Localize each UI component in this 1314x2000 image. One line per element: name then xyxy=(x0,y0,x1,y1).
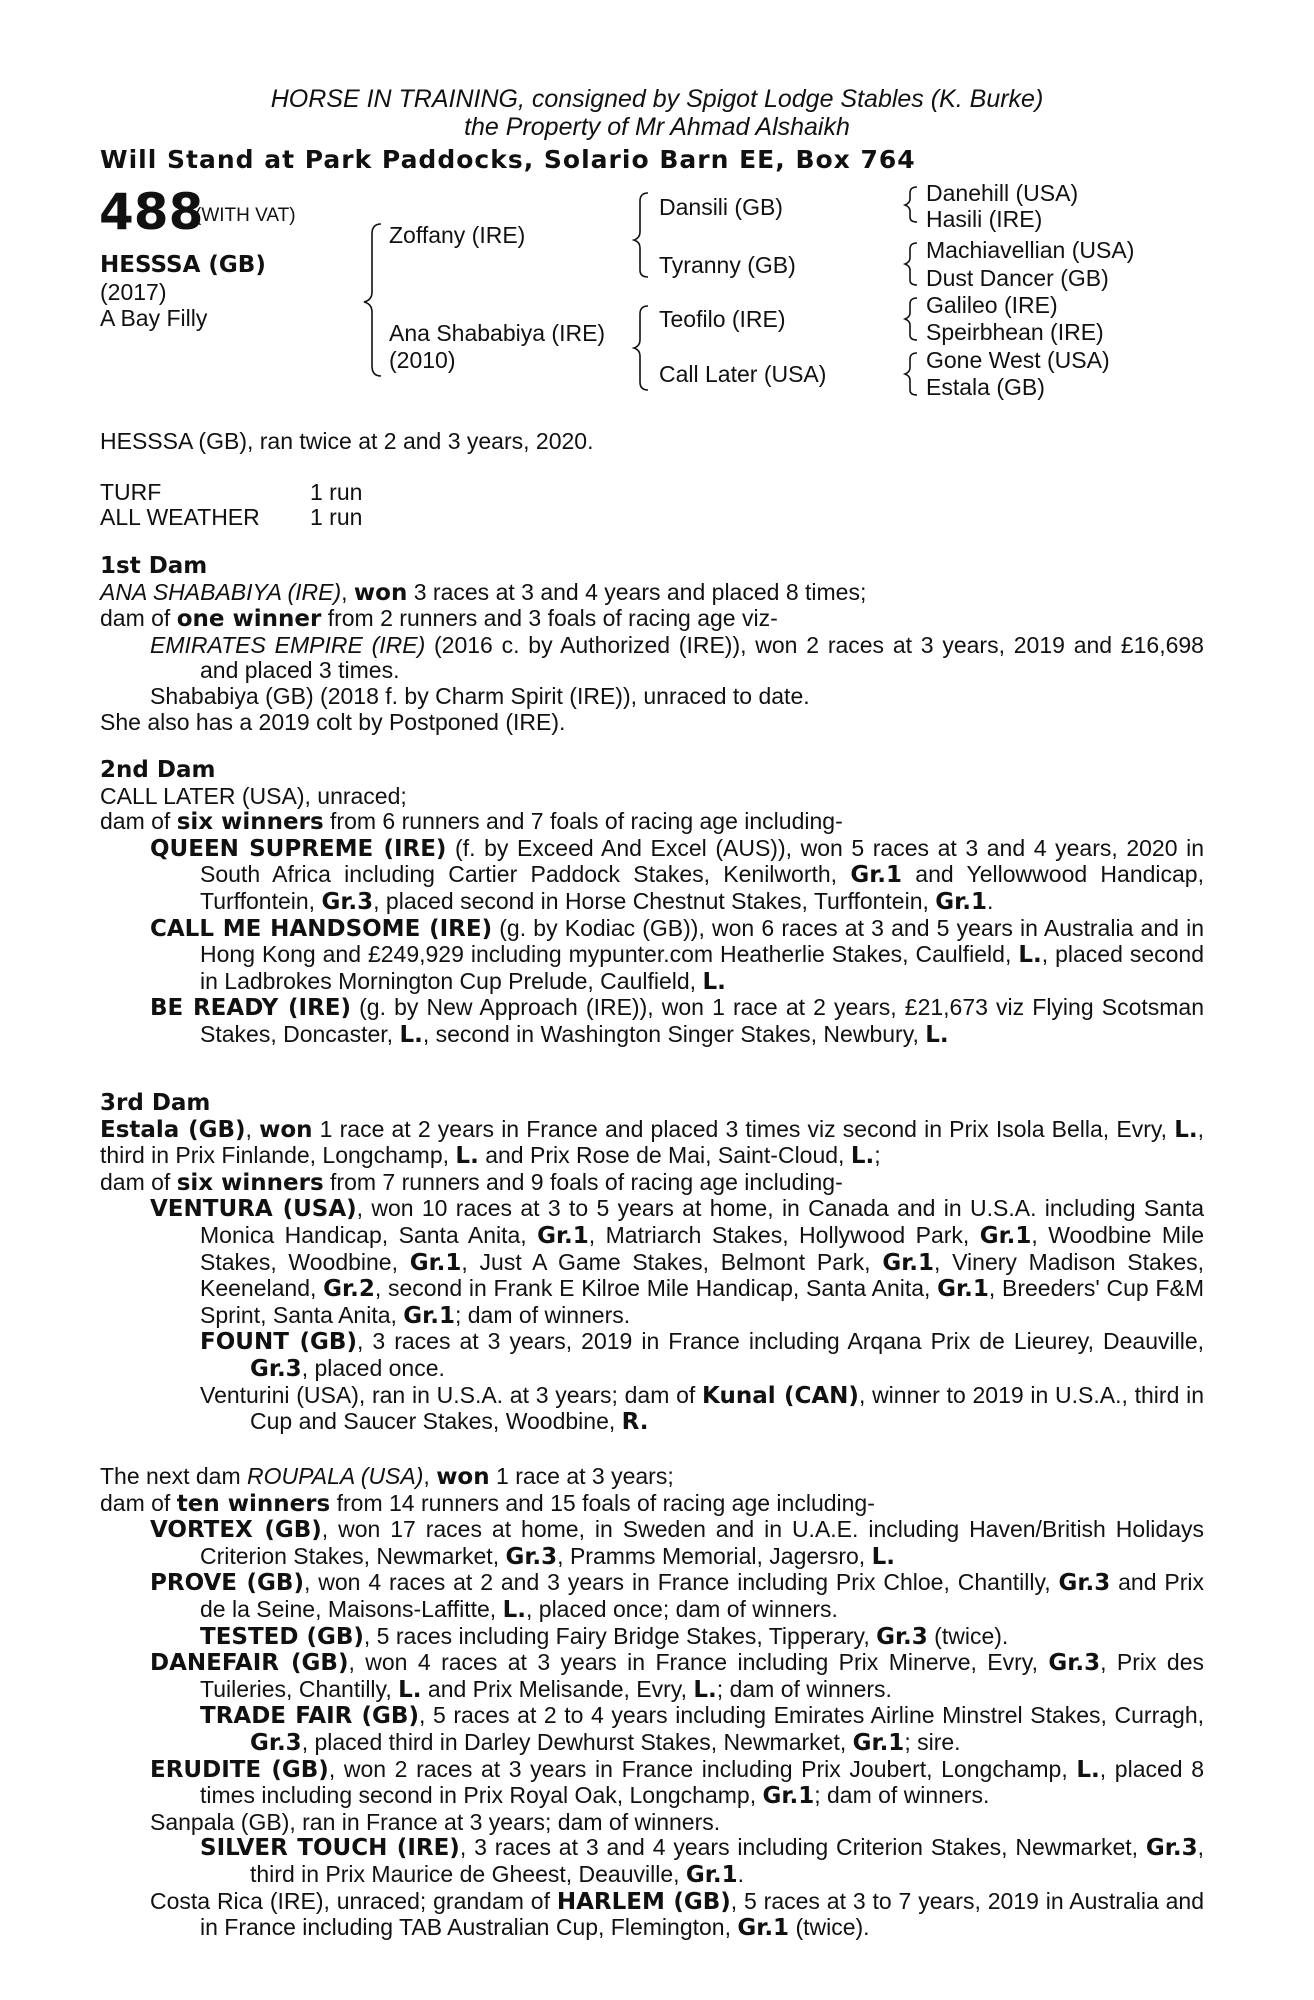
produce-call-me-handsome: CALL ME HANDSOME (IRE) (g. by Kodiac (GB)), won 6 races at 3 and 5 years in Australia and in Hong Kong and £249,929 including mypunter.com Heatherlie Stakes, Caulfield, L., placed second in Ladbrokes Mornington Cup Prelude, Caulfield, L. xyxy=(150,914,1204,995)
pedigree-brackets xyxy=(0,0,1314,420)
produce-be-ready: BE READY (IRE) (g. by New Approach (IRE)), won 1 race at 2 years, £21,673 viz Flying Scotsman Stakes, Doncaster, L., second in Washington Singer Stakes, Newbury, L. xyxy=(150,994,1204,1048)
run-count-turf: 1 run xyxy=(310,479,363,505)
produce-ventura: VENTURA (USA), won 10 races at 3 to 5 years at home, in Canada and in U.S.A. including Santa Monica Handicap, Santa Anita, Gr.1, Matriarch Stakes, Hollywood Park, Gr.1, Woodbine Mile Stakes, Woodbine, Gr.1, Just A Game Stakes, Belmont Park, Gr.1, Vinery Madison Stakes, Keeneland, Gr.2, second in Frank E Kilroe Mile Handicap, Santa Anita, Gr.1, Breeders' Cup F&M Sprint, Santa Anita, Gr.1; dam of winners. xyxy=(150,1195,1205,1329)
produce-costa-rica: Costa Rica (IRE), unraced; grandam of HARLEM (GB), 5 races at 3 to 7 years, 2019 in Australia and in France including TAB Australian Cup, Flemington, Gr.1 (twice). xyxy=(150,1887,1204,1942)
grandsire-maternal: Teofilo (IRE) xyxy=(659,306,786,332)
vat-note: (WITH VAT) xyxy=(195,205,296,226)
third-dam-section xyxy=(0,1091,1204,1436)
granddam-paternal: Tyranny (GB) xyxy=(659,252,796,278)
lot-number: 488 xyxy=(99,183,204,241)
run-count-aw: 1 run xyxy=(310,504,363,530)
ancestor-6: Speirbhean (IRE) xyxy=(926,319,1104,345)
second-dam-heading: 2nd Dam xyxy=(100,757,216,783)
produce-erudite: ERUDITE (GB), won 2 races at 3 years in France including Prix Joubert, Longchamp, L., placed 8 times including second in Prix Royal Oak, Longchamp, Gr.1; dam of winners. xyxy=(150,1755,1204,1810)
produce-queen-supreme: QUEEN SUPREME (IRE) (f. by Exceed And Excel (AUS)), won 5 races at 3 and 4 years, 2020 in South Africa including Cartier Paddock Stakes, Kenilworth, Gr.1 and Yellowwood Handicap, Turffontein, Gr.3, placed second in Horse Chestnut Stakes, Turffontein, Gr.1. xyxy=(150,834,1204,915)
produce-silver-touch: SILVER TOUCH (IRE), 3 races at 3 and 4 years including Criterion Stakes, Newmarket, Gr.3, third in Prix Maurice de Gheest, Deauville, Gr.1. xyxy=(200,1834,1204,1888)
second-dam-section xyxy=(0,758,1204,1049)
owner-line: the Property of Mr Ahmad Alshaikh xyxy=(464,113,850,141)
horse-description: A Bay Filly xyxy=(100,305,208,331)
first-dam-section xyxy=(0,554,1204,735)
first-dam-note: She also has a 2019 colt by Postponed (IRE). xyxy=(100,708,566,735)
third-dam-line: Estala (GB), won 1 race at 2 years in France and placed 3 times viz second in Prix Isola Bella, Evry, L., third in Prix Finlande, Longchamp, L. and Prix Rose de Mai, Saint-Cloud, L.; xyxy=(100,1115,1204,1170)
granddam-maternal: Call Later (USA) xyxy=(659,361,827,387)
produce-sanpala: Sanpala (GB), ran in France at 3 years; dam of winners. xyxy=(150,1808,721,1835)
ancestor-2: Hasili (IRE) xyxy=(926,206,1043,232)
run-surface-turf: TURF xyxy=(100,479,162,505)
ancestor-8: Estala (GB) xyxy=(926,374,1045,400)
ancestor-1: Danehill (USA) xyxy=(926,180,1079,206)
sire-name: Zoffany (IRE) xyxy=(389,222,526,248)
next-dam-section xyxy=(0,1464,1204,1942)
third-dam-produce-line: dam of six winners from 7 runners and 9 foals of racing age including- xyxy=(100,1168,843,1196)
foaling-year: (2017) xyxy=(100,279,167,305)
dam-name: Ana Shababiya (IRE) xyxy=(389,320,606,346)
produce-venturini: Venturini (USA), ran in U.S.A. at 3 years; dam of Kunal (CAN), winner to 2019 in U.S.A., third in Cup and Saucer Stakes, Woodbine, R. xyxy=(200,1381,1205,1436)
produce-danefair: DANEFAIR (GB), won 4 races at 3 years in France including Prix Minerve, Evry, Gr.3, Prix des Tuileries, Chantilly, L. and Prix Melisande, Evry, L.; dam of winners. xyxy=(150,1649,1204,1703)
grandsire-paternal: Dansili (GB) xyxy=(659,194,783,220)
ancestor-3: Machiavellian (USA) xyxy=(926,237,1135,263)
produce-emirates-empire: EMIRATES EMPIRE (IRE) (2016 c. by Authorized (IRE)), won 2 races at 3 years, 2019 and £16,698 and placed 3 times. xyxy=(150,631,1204,684)
produce-trade-fair: TRADE FAIR (GB), 5 races at 2 to 4 years including Emirates Airline Minstrel Stakes, Curragh, Gr.3, placed third in Darley Dewhurst Stakes, Newmarket, Gr.1; sire. xyxy=(200,1702,1205,1756)
horse-name: HESSSA (GB) xyxy=(100,252,266,278)
first-dam-heading: 1st Dam xyxy=(100,553,208,579)
stand-location: Will Stand at Park Paddocks, Solario Barn EE, Box 764 xyxy=(100,145,916,174)
race-summary: HESSSA (GB), ran twice at 2 and 3 years, 2020. xyxy=(100,428,594,454)
second-dam-line: CALL LATER (USA), unraced; xyxy=(100,782,407,809)
ancestor-7: Gone West (USA) xyxy=(926,347,1110,373)
produce-prove: PROVE (GB), won 4 races at 2 and 3 years in France including Prix Chloe, Chantilly, Gr.3 and Prix de la Seine, Maisons-Laffitte, L., placed once; dam of winners. xyxy=(150,1569,1204,1623)
dam-foaling-year: (2010) xyxy=(389,347,456,373)
produce-shababiya: Shababiya (GB) (2018 f. by Charm Spirit (IRE)), unraced to date. xyxy=(150,682,810,709)
consignor-line: HORSE IN TRAINING, consigned by Spigot Lodge Stables (K. Burke) xyxy=(270,85,1044,113)
second-dam-produce-line: dam of six winners from 6 runners and 7 foals of racing age including- xyxy=(100,808,843,836)
produce-vortex: VORTEX (GB), won 17 races at home, in Sweden and in U.A.E. including Haven/British Holidays Criterion Stakes, Newmarket, Gr.3, Pramms Memorial, Jagersro, L. xyxy=(150,1516,1204,1570)
third-dam-heading: 3rd Dam xyxy=(100,1090,211,1116)
produce-fount: FOUNT (GB), 3 races at 3 years, 2019 in France including Arqana Prix de Lieurey, Deauville, Gr.3, placed once. xyxy=(200,1328,1204,1382)
first-dam-produce-line: dam of one winner from 2 runners and 3 foals of racing age viz- xyxy=(100,605,778,633)
next-dam-produce-line: dam of ten winners from 14 runners and 15 foals of racing age including- xyxy=(100,1489,875,1517)
ancestor-4: Dust Dancer (GB) xyxy=(926,265,1109,291)
run-surface-aw: ALL WEATHER xyxy=(100,504,260,530)
first-dam-line: ANA SHABABIYA (IRE), won 3 races at 3 and 4 years and placed 8 times; xyxy=(100,578,867,606)
next-dam-line: The next dam ROUPALA (USA), won 1 race at 3 years; xyxy=(100,1463,674,1490)
ancestor-5: Galileo (IRE) xyxy=(926,292,1058,318)
produce-tested: TESTED (GB), 5 races including Fairy Bridge Stakes, Tipperary, Gr.3 (twice). xyxy=(200,1622,1009,1650)
